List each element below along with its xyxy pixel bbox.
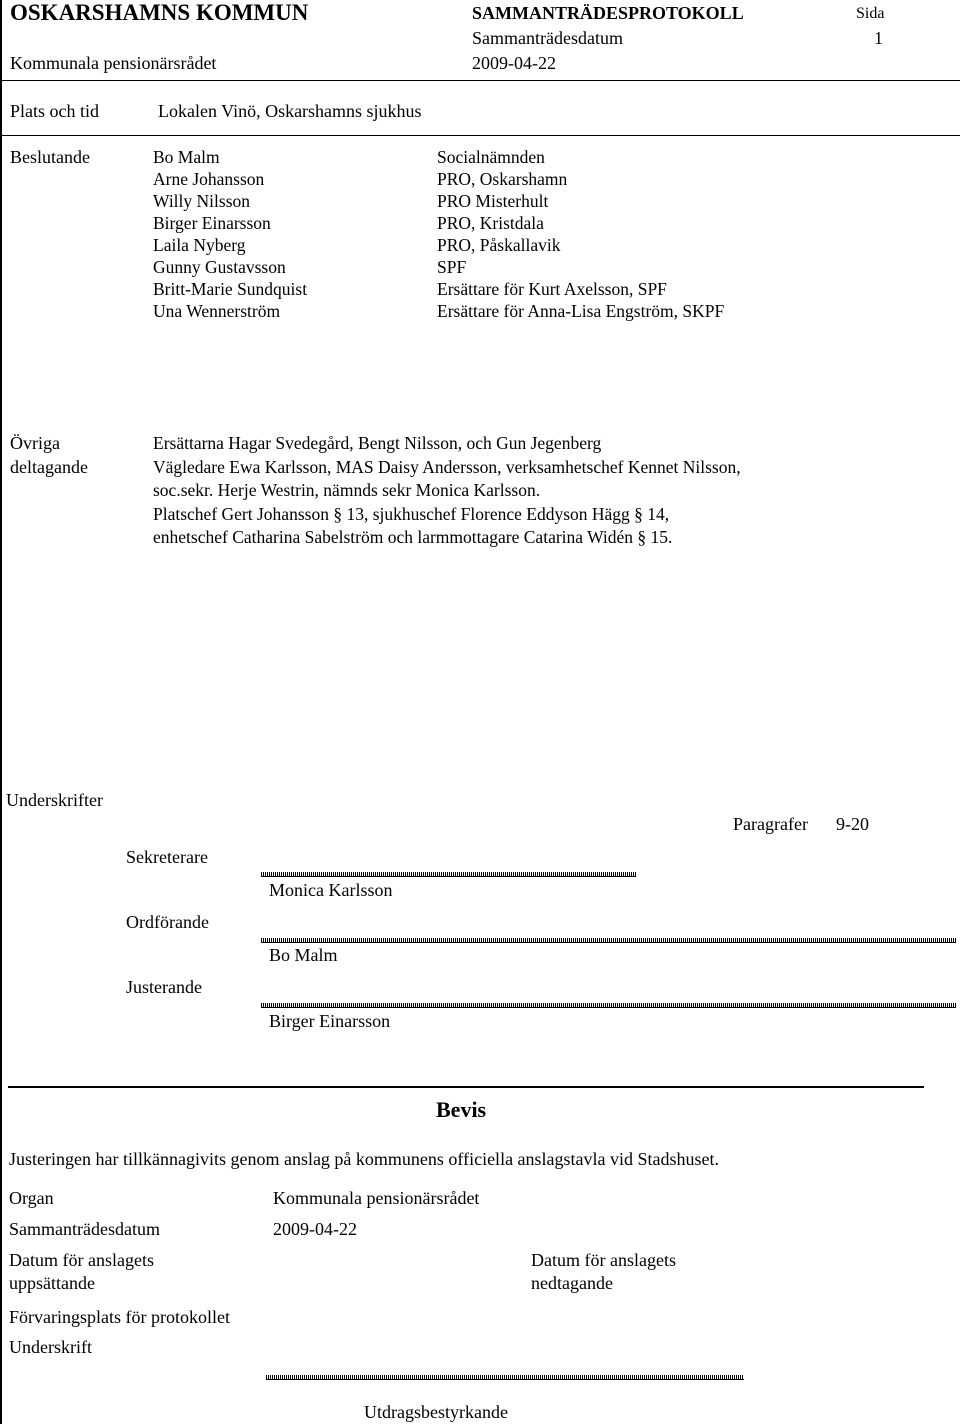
others-line: enhetschef Catharina Sabelström och larmmottagare Catarina Widén § 15.	[153, 527, 673, 547]
member-name: Britt-Marie Sundquist	[153, 279, 308, 299]
posted-label-line2: uppsättande	[9, 1273, 95, 1293]
others-line: Platschef Gert Johansson § 13, sjukhuschef Florence Eddyson Hägg § 14,	[153, 503, 670, 524]
member-org: PRO Misterhult	[437, 191, 549, 211]
page-label: Sida	[856, 5, 885, 22]
member-name: Gunny Gustavsson	[153, 257, 286, 277]
member-org: Ersättare för Kurt Axelsson, SPF	[437, 279, 667, 299]
place-value: Lokalen Vinö, Oskarshamns sjukhus	[158, 101, 422, 121]
others-label-line2: deltagande	[10, 457, 88, 477]
certificate-divider	[8, 1086, 924, 1088]
member-orgs	[437, 146, 724, 322]
member-names	[153, 146, 307, 322]
storage-label: Förvaringsplats för protokollet	[9, 1307, 230, 1327]
member-org: Socialnämnden	[437, 147, 545, 167]
organ-value: Kommunala pensionärsrådet	[273, 1188, 480, 1208]
member-name: Arne Johansson	[153, 169, 265, 189]
place-label: Plats och tid	[10, 101, 99, 121]
others-line: Ersättarna Hagar Svedegård, Bengt Nilsson, och Gun Jegenberg	[153, 433, 602, 453]
decision-makers-label: Beslutande	[10, 147, 90, 167]
member-name: Birger Einarsson	[153, 213, 271, 233]
date-label: Sammanträdesdatum	[472, 28, 623, 48]
paragraphs-label: Paragrafer	[733, 814, 808, 834]
chair-label: Ordförande	[126, 912, 209, 932]
removed-label-line2: nedtagande	[531, 1273, 613, 1293]
member-name: Una Wennerström	[153, 301, 281, 321]
chair-signature-line	[261, 938, 956, 943]
secretary-label: Sekreterare	[126, 847, 208, 867]
certificate-date-value: 2009-04-22	[273, 1219, 357, 1239]
council-name: Kommunala pensionärsrådet	[10, 53, 217, 73]
protocol-title: SAMMANTRÄDESPROTOKOLL	[472, 3, 744, 23]
certificate-title: Bevis	[436, 1097, 487, 1122]
meeting-date: 2009-04-22	[472, 53, 556, 73]
secretary-signature-line	[261, 872, 636, 877]
paragraphs-value: 9-20	[836, 814, 869, 834]
member-name: Laila Nyberg	[153, 235, 246, 255]
removed-label-line1: Datum för anslagets	[531, 1250, 676, 1270]
adjuster-signature-line	[261, 1003, 956, 1008]
municipality-name: OSKARSHAMNS KOMMUN	[10, 0, 309, 25]
member-org: PRO, Kristdala	[437, 213, 544, 233]
member-org: PRO, Oskarshamn	[437, 169, 568, 189]
left-margin-rule	[0, 0, 2, 1424]
certificate-date-label: Sammanträdesdatum	[9, 1219, 160, 1239]
signature-label: Underskrift	[9, 1337, 92, 1357]
secretary-name: Monica Karlsson	[269, 880, 393, 900]
chair-name: Bo Malm	[269, 945, 338, 965]
others-line: soc.sekr. Herje Westrin, nämnds sekr Monica Karlsson.	[153, 480, 541, 500]
page-number: 1	[874, 28, 883, 48]
others-list	[153, 432, 943, 550]
member-name: Bo Malm	[153, 147, 220, 167]
member-org: SPF	[437, 257, 467, 277]
others-label-line1: Övriga	[10, 433, 60, 453]
member-org: PRO, Påskallavik	[437, 235, 561, 255]
certificate-statement: Justeringen har tillkännagivits genom anslag på kommunens officiella anslagstavla vid Stadshuset.	[9, 1149, 720, 1169]
posted-label-line1: Datum för anslagets	[9, 1250, 154, 1270]
member-name: Willy Nilsson	[153, 191, 251, 211]
member-org: Ersättare för Anna-Lisa Engström, SKPF	[437, 301, 725, 321]
others-line: Vägledare Ewa Karlsson, MAS Daisy Andersson, verksamhetschef Kennet Nilsson,	[153, 456, 741, 477]
place-divider	[0, 135, 960, 136]
adjuster-label: Justerande	[126, 977, 202, 997]
certified-label: Utdragsbestyrkande	[364, 1402, 508, 1422]
header-divider	[0, 80, 960, 81]
adjuster-name: Birger Einarsson	[269, 1011, 391, 1031]
organ-label: Organ	[9, 1188, 54, 1208]
certificate-signature-line	[266, 1375, 744, 1380]
signatures-heading: Underskrifter	[6, 790, 103, 810]
